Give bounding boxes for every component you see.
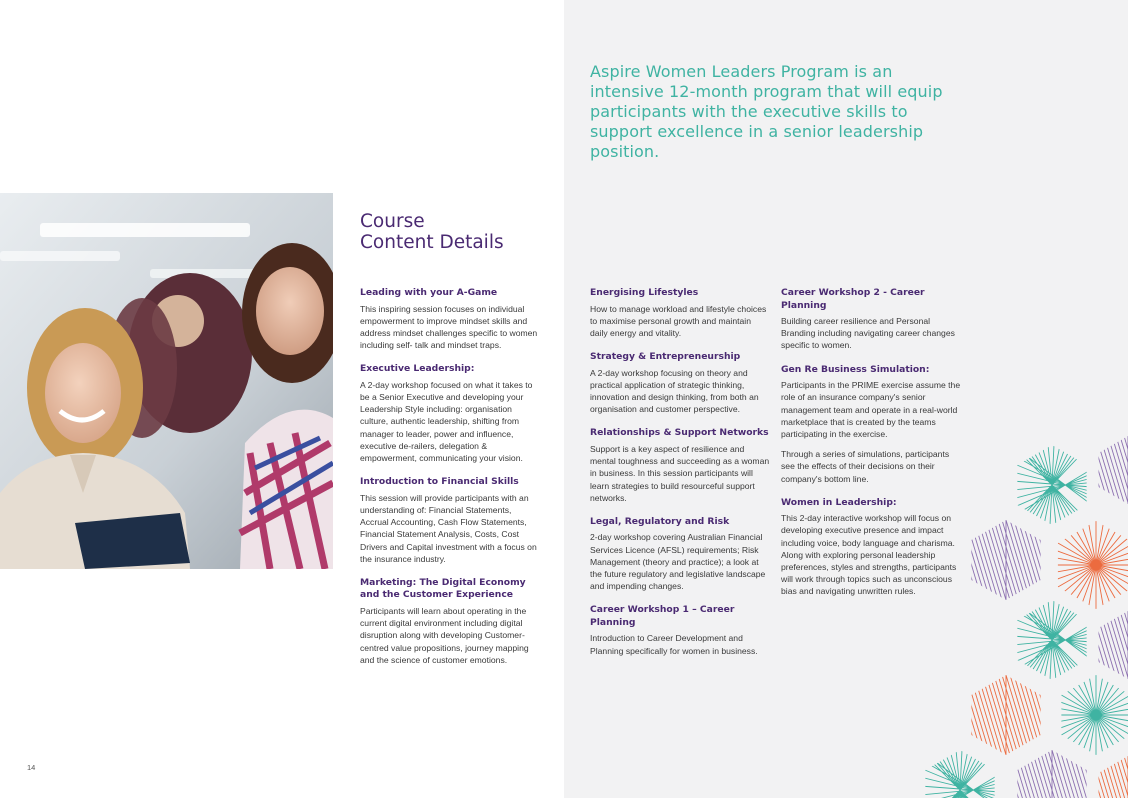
section-heading: Relationships & Support Networks [590, 427, 769, 439]
course-section [590, 287, 770, 339]
course-section [360, 287, 540, 351]
hexagon-pattern [900, 430, 1128, 798]
section-body: This 2-day interactive workshop will focus on developing executive presence and impact including voice, body language and charisma. Along with exploring personal leadership preferences, styles and strengths, participants will work through topics such as unconscious bias and navigating unwritten rules. [781, 513, 957, 597]
section-body: A 2-day workshop focused on what it takes to be a Senior Executive and developing your Leadership Style including: organisation culture, authentic leadership, shifting from manager to leader, power and influence, executive de-railers, delegation & empowerment, communicating your vision. [360, 379, 533, 464]
office-photo [0, 193, 333, 569]
course-section [360, 577, 540, 666]
decorative-hexagon [1012, 600, 1092, 680]
section-body: Participants will learn about operating in the current digital environment including digital disruption along with developing Customer-centred value propositions, journey mapping and the science of customer emotions. [360, 605, 529, 665]
section-body: How to manage workload and lifestyle choices to maximise personal growth and maintain daily energy and vitality. [590, 303, 767, 338]
section-body: Building career resilience and Personal Branding including navigating career changes specific to women. [781, 316, 955, 351]
section-body: 2-day workshop covering Australian Financial Services Licence (AFSL) requirements; Risk Management (theory and practice); a look at the future regulatory and legislative landscape and impending changes. [590, 532, 766, 592]
section-heading: Gen Re Business Simulation: [781, 363, 930, 375]
course-section [781, 287, 963, 352]
intro-statement: Aspire Women Leaders Program is an intensive 12-month program that will equip participants with the executive skills to support excellence in a senior leadership position. [590, 62, 943, 161]
decorative-hexagon [1012, 445, 1092, 525]
section-heading: Career Workshop 1 – Career Planning [590, 604, 735, 628]
section-heading: Legal, Regulatory and Risk [590, 515, 730, 527]
course-section [590, 516, 770, 593]
course-section [360, 363, 540, 464]
office-photo-illustration [0, 193, 333, 569]
section-body: Participants in the PRIME exercise assume the role of an insurance company's senior management team and operate in a real-world marketplace that is created by the teams participating in the exercise. [781, 380, 961, 439]
course-section [590, 427, 770, 504]
section-body: This inspiring session focuses on individual empowerment to improve mindset skills and address mindset challenges specific to women including self- talk and mindset traps. [360, 303, 538, 351]
course-title-line-1: Course [360, 211, 425, 232]
decorative-hexagon [972, 750, 1128, 798]
course-section [360, 476, 540, 565]
course-section [590, 604, 770, 656]
section-heading: Strategy & Entrepreneurship [590, 351, 741, 363]
hexagon-pattern-decoration [900, 430, 1128, 798]
course-column-1 [360, 287, 540, 678]
section-heading: Marketing: The Digital Economy and the Customer Experience [360, 576, 526, 601]
page-number: 14 [27, 763, 36, 772]
section-heading: Leading with your A-Game [360, 287, 498, 298]
course-column-2 [590, 287, 770, 669]
section-body: Support is a key aspect of resilience and mental toughness and succeeding as a woman in business. In this session participants will learn strategies to build resourceful support networks. [590, 443, 770, 503]
section-heading: Women in Leadership: [781, 496, 897, 508]
section-body: A 2-day workshop focusing on theory and practical application of strategic thinking, innovation and design thinking, from both an organisation and customer perspective. [590, 367, 759, 415]
decorative-hexagon [1056, 675, 1128, 755]
decorative-hexagon [1060, 756, 1128, 798]
section-body: Through a series of simulations, participants see the effects of their decisions on their company's bottom line. [781, 449, 950, 484]
course-section [590, 351, 770, 415]
section-heading: Career Workshop 2 - Career Planning [781, 287, 925, 311]
course-title-line-2: Content Details [360, 231, 504, 253]
section-body: Introduction to Career Development and Planning specifically for women in business. [590, 633, 758, 656]
section-heading: Introduction to Financial Skills [360, 476, 519, 488]
section-heading: Executive Leadership: [360, 363, 475, 375]
section-body: This session will provide participants with an understanding of: Financial Statements, Accrual Accounting, Cash Flow Statements, Financial Statement Analysis, Costs, Cost Drivers and Capital investment with a focus on the insurance industry. [360, 492, 537, 564]
section-heading: Energising Lifestyles [590, 287, 699, 298]
decorative-hexagon [1052, 521, 1128, 609]
course-content-title [360, 212, 504, 253]
decorative-hexagon [1060, 436, 1128, 504]
decorative-hexagon [920, 750, 1000, 798]
